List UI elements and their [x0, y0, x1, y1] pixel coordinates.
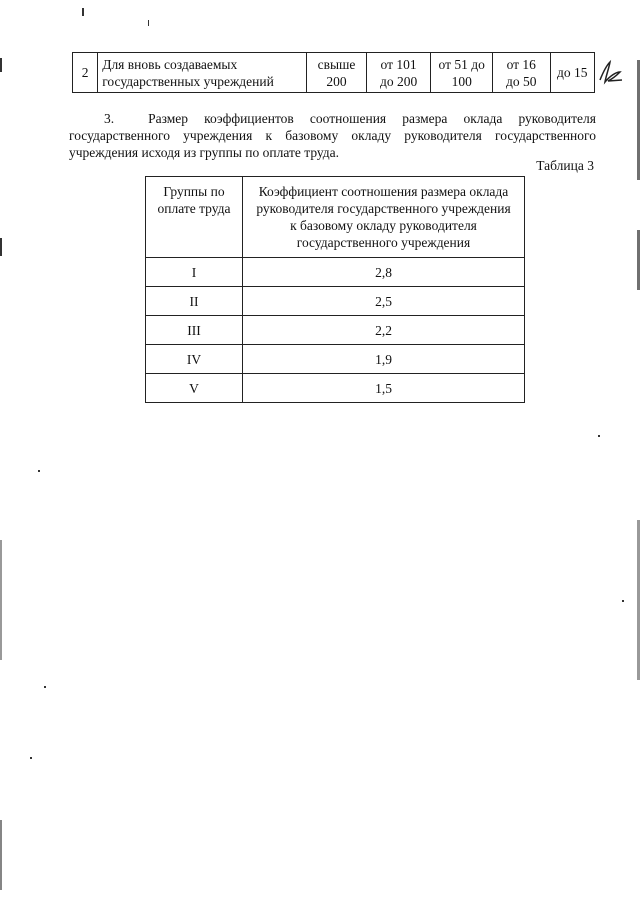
scan-speck: [598, 435, 600, 437]
scan-speck: [38, 470, 40, 472]
row-number: 2: [73, 53, 98, 93]
institution-type-cell: [98, 53, 307, 93]
table-row: [146, 287, 525, 316]
table-row: [146, 258, 525, 287]
table-row: [146, 374, 525, 403]
cell-text: государственных учреждений: [102, 73, 274, 89]
scan-mark: [148, 20, 149, 26]
scan-edge-mark: [0, 238, 2, 256]
header-text: руководителя государственного учреждения: [256, 201, 511, 216]
group-cell: II: [146, 287, 243, 316]
range-cell: [492, 53, 550, 93]
table-header-row: [146, 177, 525, 258]
handwritten-initial: [596, 58, 626, 88]
coefficient-cell: 2,8: [243, 258, 525, 287]
scan-edge-mark: [0, 540, 2, 660]
header-text: Коэффициент соотношения размера оклада: [258, 184, 509, 199]
cell-text: Для вновь создаваемых: [102, 56, 238, 72]
range-cell: [431, 53, 493, 93]
cell-text: до 50: [506, 73, 537, 89]
cell-text: 200: [326, 73, 347, 89]
scan-edge-mark: [0, 58, 2, 72]
coefficient-cell: 2,5: [243, 287, 525, 316]
paragraph-text: Размер коэффициентов соотношения размера оклада руководителя государственного учреждения к базовому окладу руководителя государственного учреждения исходя из группы по оплате труда.: [69, 111, 596, 160]
scan-speck: [30, 757, 32, 759]
scan-speck: [44, 686, 46, 688]
cell-text: от 16: [506, 56, 536, 72]
group-cell: III: [146, 316, 243, 345]
table-row: [146, 316, 525, 345]
paragraph-number: 3.: [104, 111, 115, 126]
coefficient-cell: 1,5: [243, 374, 525, 403]
group-cell: I: [146, 258, 243, 287]
cell-text: от 51 до: [438, 56, 485, 72]
header-text: Группы по: [163, 184, 225, 199]
table-row: [146, 345, 525, 374]
range-cell: [366, 53, 431, 93]
header-group-cell: [146, 177, 243, 258]
range-cell: [307, 53, 367, 93]
header-coefficient-cell: [243, 177, 525, 258]
table-row: [73, 53, 595, 93]
group-cell: IV: [146, 345, 243, 374]
cell-text: свыше: [317, 56, 356, 72]
table-caption: Таблица 3: [536, 158, 594, 173]
cell-text: 100: [451, 73, 472, 89]
coefficient-cell: 2,2: [243, 316, 525, 345]
paragraph-3: [69, 110, 596, 161]
header-text: государственного учреждения: [296, 235, 471, 250]
scan-speck: [622, 600, 624, 602]
header-text: оплате труда: [157, 201, 231, 216]
coefficient-table: [145, 176, 525, 403]
group-cell: V: [146, 374, 243, 403]
range-cell: до 15: [550, 53, 594, 93]
coefficient-cell: 1,9: [243, 345, 525, 374]
previous-table-continuation: [72, 52, 595, 93]
cell-text: до 200: [379, 73, 418, 89]
header-text: к базовому окладу руководителя: [290, 218, 477, 233]
scan-edge-mark: [0, 820, 2, 890]
cell-text: от 101: [380, 56, 417, 72]
scan-mark: [82, 8, 84, 16]
